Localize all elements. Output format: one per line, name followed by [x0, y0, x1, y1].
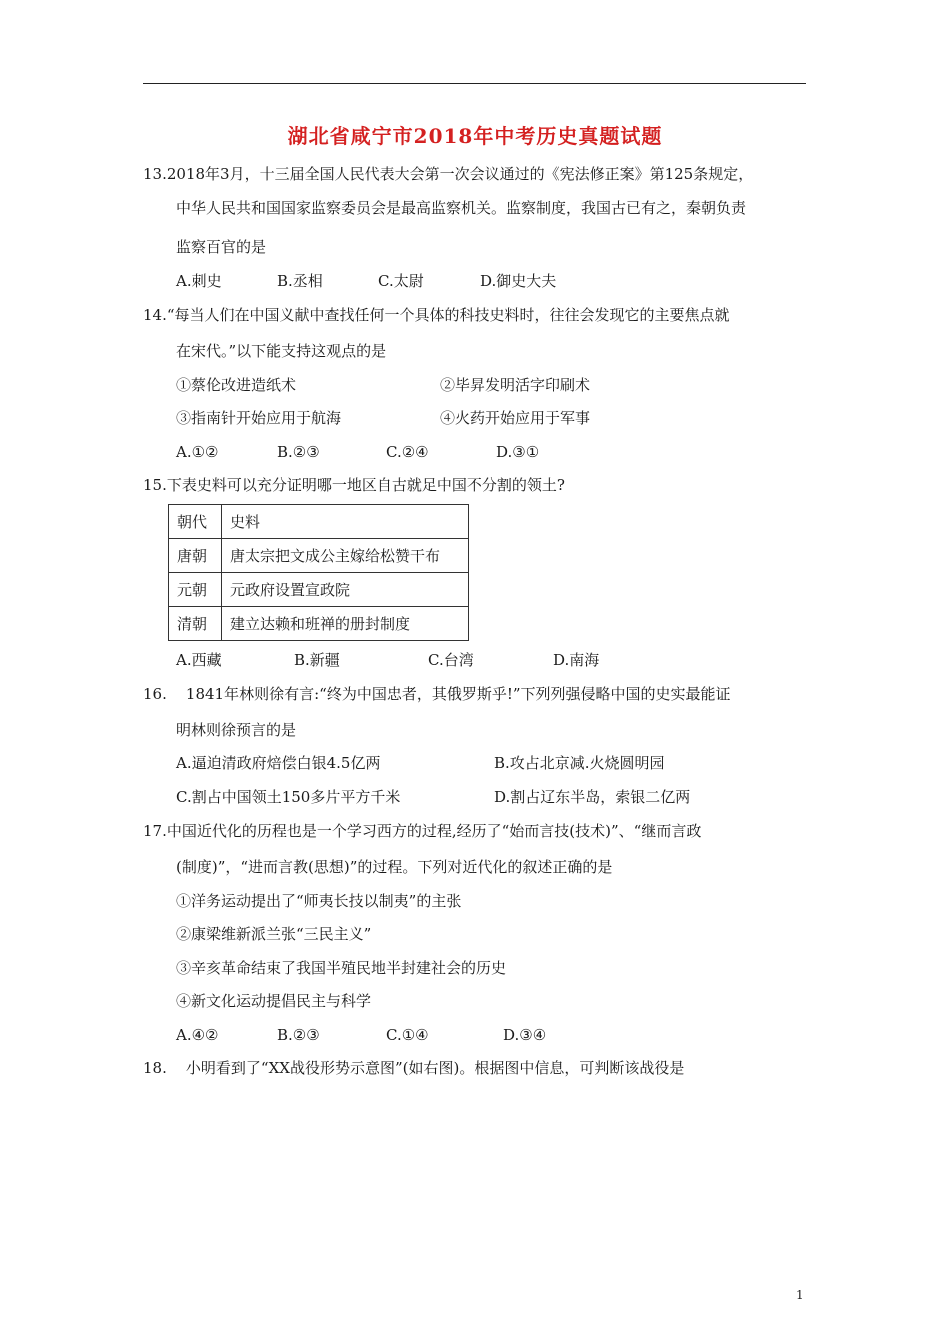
page-number: 1 — [796, 1288, 804, 1302]
q14-item-2: ②毕昇发明活字印刷术 — [440, 376, 591, 394]
q13-option-a: A.刺史 — [176, 272, 222, 290]
q14-stem-line-2: 在宋代。”以下能支持这观点的是 — [176, 342, 387, 360]
header-rule — [143, 83, 806, 84]
q14-option-a: A.①② — [176, 443, 219, 461]
q16-option-c: C.割占中国领土150多片平方千米 — [176, 788, 401, 806]
q14-item-3: ③指南针开始应用于航海 — [176, 409, 342, 427]
table-cell: 唐朝 — [169, 539, 222, 573]
q15-stem: 15.下表史料可以充分证明哪一地区自古就足中国不分割的领土? — [143, 476, 565, 494]
q13-stem-line-3: 监察百官的是 — [176, 238, 267, 256]
q17-option-d: D.③④ — [503, 1026, 547, 1044]
q16-option-d: D.割占辽东半岛，索银二亿两 — [494, 788, 691, 806]
q14-option-b: B.②③ — [277, 443, 320, 461]
q16-stem-line-1: 16. 1841年林则徐有言:“终为中国忠者，其俄罗斯乎!”下列列强侵略中国的史实最能证 — [143, 685, 731, 703]
q13-stem-line-1: 13.2018年3月，十三届全国人民代表大会第一次会议通过的《宪法修正案》第125条规定， — [143, 165, 754, 183]
q18-stem: 18. 小明看到了“XX战役形势示意图”(如右图)。根据图中信息，可判断该战役是 — [143, 1059, 685, 1077]
table-row — [169, 573, 469, 607]
q17-option-c: C.①④ — [386, 1026, 429, 1044]
q17-item-2: ②康梁维新派兰张“三民主义” — [176, 925, 372, 943]
history-table — [168, 504, 469, 641]
table-row — [169, 607, 469, 641]
table-row — [169, 539, 469, 573]
q15-option-c: C.台湾 — [428, 651, 474, 669]
table-header-dynasty: 朝代 — [169, 505, 222, 539]
q16-option-a: A.逼迫清政府焙偿白银4.5亿两 — [176, 754, 381, 772]
table-cell: 元朝 — [169, 573, 222, 607]
table-header-row — [169, 505, 469, 539]
q13-option-b: B.丞相 — [277, 272, 323, 290]
q14-stem-line-1: 14.“每当人们在中国义献中查找任何一个具体的科技史料时，往往会发现它的主要焦点就 — [143, 306, 730, 324]
table-cell: 建立达赖和班禅的册封制度 — [222, 607, 469, 641]
q17-option-a: A.④② — [176, 1026, 219, 1044]
q13-option-c: C.太尉 — [378, 272, 424, 290]
q14-item-1: ①蔡伦改进造纸术 — [176, 376, 297, 394]
q17-item-1: ①洋务运动提出了“师夷长技以制夷”的主张 — [176, 892, 462, 910]
page-title: 湖北省咸宁市2018年中考历史真题试题 — [287, 124, 663, 148]
table-cell: 唐太宗把文成公主嫁给松赞干布 — [222, 539, 469, 573]
q17-option-b: B.②③ — [277, 1026, 320, 1044]
q14-item-4: ④火药开始应用于军事 — [440, 409, 591, 427]
q17-item-4: ④新文化运动提倡民主与科学 — [176, 992, 372, 1010]
q16-stem-line-2: 明林则徐预言的是 — [176, 721, 297, 739]
table-cell: 清朝 — [169, 607, 222, 641]
q17-stem-line-1: 17.中国近代化的历程也是一个学习西方的过程,经历了“始而言技(技术)”、“继而言政 — [143, 822, 702, 840]
q14-option-d: D.③① — [496, 443, 540, 461]
q15-option-b: B.新疆 — [294, 651, 340, 669]
q15-option-d: D.南海 — [553, 651, 600, 669]
q13-option-d: D.御史大夫 — [480, 272, 557, 290]
table-cell: 元政府设置宣政院 — [222, 573, 469, 607]
q16-option-b: B.攻占北京减.火烧圆明园 — [494, 754, 665, 772]
q17-item-3: ③辛亥革命结束了我国半殖民地半封建社会的历史 — [176, 959, 507, 977]
table-header-source: 史料 — [222, 505, 469, 539]
q15-option-a: A.西藏 — [176, 651, 222, 669]
q14-option-c: C.②④ — [386, 443, 429, 461]
q17-stem-line-2: (制度)”，“进而言教(思想)”的过程。下列对近代化的叙述正确的是 — [176, 858, 613, 876]
q13-stem-line-2: 中华人民共和国国家监察委员会是最高监察机关。监察制度，我国古已有之，秦朝负责 — [176, 199, 747, 217]
